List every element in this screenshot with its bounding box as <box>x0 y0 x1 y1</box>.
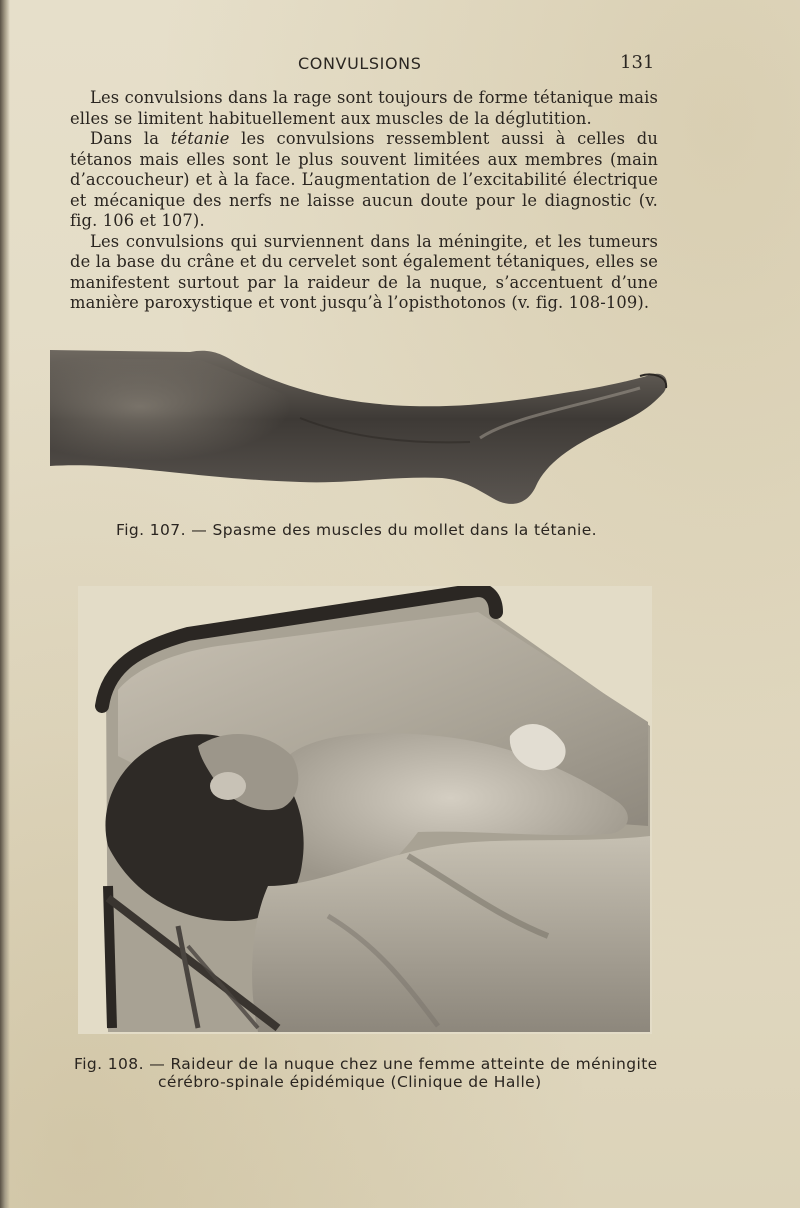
paragraph-tetanie-rest: les convulsions ressemblent aussi à celles du tétanos mais elles sont le plus souvent limitées aux membres (main d’accoucheur) et à la face. L’augmentation de l’excitabilité électrique et mécanique des nerfs ne laisse aucun doute pour le diagnostic (v. fig. 106 et 107). <box>70 129 658 230</box>
paragraph-tetanie-start: Dans la <box>90 129 171 148</box>
figure-107-caption: Fig. 107. — Spasme des muscles du mollet dans la tétanie. <box>116 521 598 539</box>
running-title: CONVULSIONS <box>298 54 422 73</box>
body-text <box>70 88 658 314</box>
figure-108-patient-photo <box>78 586 652 1034</box>
page-number: 131 <box>620 52 655 73</box>
figure-107-leg-photo <box>50 348 672 508</box>
term-tetanie: tétanie <box>170 129 230 148</box>
figure-108-caption-line1: Fig. 108. — Raideur de la nuque chez une femme atteinte de méningite <box>74 1055 658 1073</box>
figure-108-caption-line2: cérébro-spinale épidémique (Clinique de Halle) <box>158 1073 542 1091</box>
figure-108-caption <box>74 1055 664 1091</box>
paragraph-meningite: Les convulsions qui surviennent dans la méningite, et les tumeurs de la base du crâne et du cervelet sont également tétaniques, elles se manifestent surtout par la raideur de la nuque, s’accentuent d’une manière paroxystique et vont jusqu’à l’opisthotonos (v. fig. 108-109). <box>70 231 658 312</box>
paragraph-tetanie <box>70 129 658 232</box>
binding-edge <box>0 0 10 1208</box>
paragraph-rage: Les convulsions dans la rage sont toujours de forme tétanique mais elles se limitent habituellement aux muscles de la déglutition. <box>70 88 658 128</box>
